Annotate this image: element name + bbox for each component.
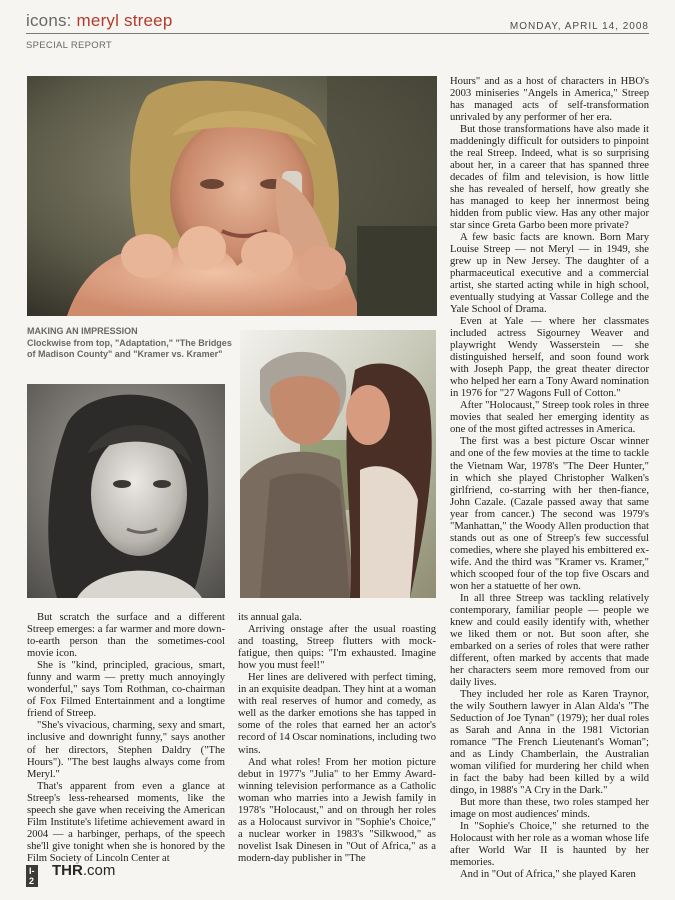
photo-kramer-art — [27, 384, 225, 598]
logo-tld: .com — [82, 862, 116, 879]
col3-paragraph: In all three Streep was tackling relatively contemporary, familiar people — people we knew and could easily identify with, whether we liked them or not. But soon after, she embarked on a series of roles that were rather different, often marked by accents that made her characters seem more removed from our daily lives. — [450, 592, 649, 688]
col3-paragraph: A few basic facts are known. Born Mary Louise Streep — not Meryl — in 1949, she grew up in New Jersey. The daughter of a pharmaceutical executive and a commercial artist, she started acting while in high school, eventually studying at Vassar College and the Yale School of Drama. — [450, 232, 649, 316]
article-column-3 — [450, 76, 649, 881]
photo-bridges-of-madison-county — [240, 330, 436, 598]
col3-paragraph: In "Sophie's Choice," she returned to the Holocaust with her role as a woman whose life after World War II is haunted by her memories. — [450, 820, 649, 869]
col1-paragraph: But scratch the surface and a different Streep emerges: a far warmer and more down-to-earth person than the sometimes-cool movie icon. — [27, 612, 225, 660]
section-label: icons: — [26, 11, 72, 30]
topic-label: meryl streep — [76, 11, 173, 30]
col2-paragraph: its annual gala. — [238, 612, 302, 623]
special-report-label: SPECIAL REPORT — [26, 40, 113, 51]
photo-kramer-vs-kramer — [27, 384, 225, 598]
col2-paragraph: Her lines are delivered with perfect timing, in an exquisite deadpan. They hint at a woman with real reserves of humor and comedy, as well as the darker emotions she has tapped in some of the roles that earned her an actor's record of 14 Oscar nominations, including two wins. — [238, 672, 437, 756]
photo-adaptation-art — [27, 76, 437, 316]
photo-bridges-art — [240, 330, 436, 598]
caption-heading: MAKING AN IMPRESSION — [27, 326, 138, 336]
col3-paragraph: They included her role as Karen Traynor, the wily Southern lawyer in Alan Alda's "The Seduction of Joe Tynan" (1979); her dual roles as Sarah and Anna in the 1981 Victorian romance "The French Lieutenant's Woman"; and as Lindy Chamberlain, the Australian woman vilified for murdering her child when in fact the baby had been killed by a wild dingo, in 1988's "A Cry in the Dark." — [450, 688, 649, 796]
col2-paragraph: And what roles! From her motion picture debut in 1977's "Julia" to her Emmy Award-winning television performance as a Catholic woman who marries into a Jewish family in 1978's "Holocaust," and on through her roles as a Holocaust survivor in "Sophie's Choice," a nuclear worker in 1983's "Silkwood," as novelist Isak Dinesen in "Out of Africa," as a modern-day publisher in "The — [238, 756, 436, 864]
issue-date: MONDAY, APRIL 14, 2008 — [509, 21, 649, 32]
section-title — [26, 11, 172, 31]
photo-adaptation — [27, 76, 437, 316]
col3-paragraph: But those transformations have also made it maddeningly difficult for outsiders to pinpoint the real Streep. Indeed, what is so surprising about her, in a career that has spanned three decades of film and television, is how little she has revealed of herself, how greatly she has managed to keep her innermost being hidden from public view. Has any other major star since Greta Garbo been more private? — [450, 124, 649, 232]
article-column-1 — [27, 612, 225, 865]
col1-paragraph: "She's vivacious, charming, sexy and smart, inclusive and downright funny," says another of her directors, Stephen Daldry ("The Hours"). "The best laughs always come from Meryl." — [27, 720, 225, 780]
page-number: I-2 — [26, 865, 38, 887]
photo-caption — [27, 326, 239, 360]
col1-paragraph: That's apparent from even a glance at Streep's less-rehearsed moments, like the speech she gave when receiving the American Film Institute's lifetime achievement award in 2004 — a harbinger, perhaps, of the speech she'll give tonight when she is honored by the Film Society of Lincoln Center at — [27, 780, 225, 864]
header-rule — [26, 33, 649, 34]
col2-paragraph: Arriving onstage after the usual roasting and toasting, Streep flutters with mock-fatigue, then quips: "I'm exhausted. Imagine how you must feel!" — [238, 624, 436, 672]
col3-paragraph: But more than these, two roles stamped her image on most audiences' minds. — [450, 796, 649, 820]
logo-main: THR — [52, 862, 83, 879]
col3-paragraph: The first was a best picture Oscar winner and one of the few movies at the time to tackle the Vietnam War, 1978's "The Deer Hunter," in which she played Christopher Walken's girlfriend, co-starring with her then-fiance, John Cazale. (Cazale passed away that same year from cancer.) The second was 1979's "Manhattan," the Woody Allen production that stands out as one of Streep's few successful comedies, where she played his embittered ex-wife. And the third was "Kramer vs. Kramer," which scooped four of the top five Oscars and won her a statuette of her own. — [450, 436, 649, 592]
col1-paragraph: She is "kind, principled, gracious, smart, funny and warm — pretty much annoyingly wonderful," says Tom Rothman, co-chairman of Fox Filmed Entertainment and a longtime friend of Streep. — [27, 660, 225, 720]
thr-logo — [52, 862, 115, 879]
col3-paragraph: Hours" and as a host of characters in HBO's 2003 miniseries "Angels in America," Streep has managed acts of self-transformation unrivaled by any performer of her era. — [450, 76, 649, 124]
article-column-2 — [238, 612, 436, 865]
caption-text: Clockwise from top, "Adaptation," "The Bridges of Madison County" and "Kramer vs. Kramer" — [27, 338, 232, 359]
col3-paragraph: And in "Out of Africa," she played Karen — [460, 869, 636, 881]
col3-paragraph: After "Holocaust," Streep took roles in three movies that sealed her emerging identity as one of the most gifted actresses in America. — [450, 400, 649, 436]
col3-paragraph: Even at Yale — where her classmates included actress Sigourney Weaver and playwright Wendy Wasserstein — she distinguished herself, and soon found work with Joseph Papp, the great theater director who helped her earn a Tony Award nomination in 1976 for "27 Wagons Full of Cotton." — [450, 316, 649, 400]
